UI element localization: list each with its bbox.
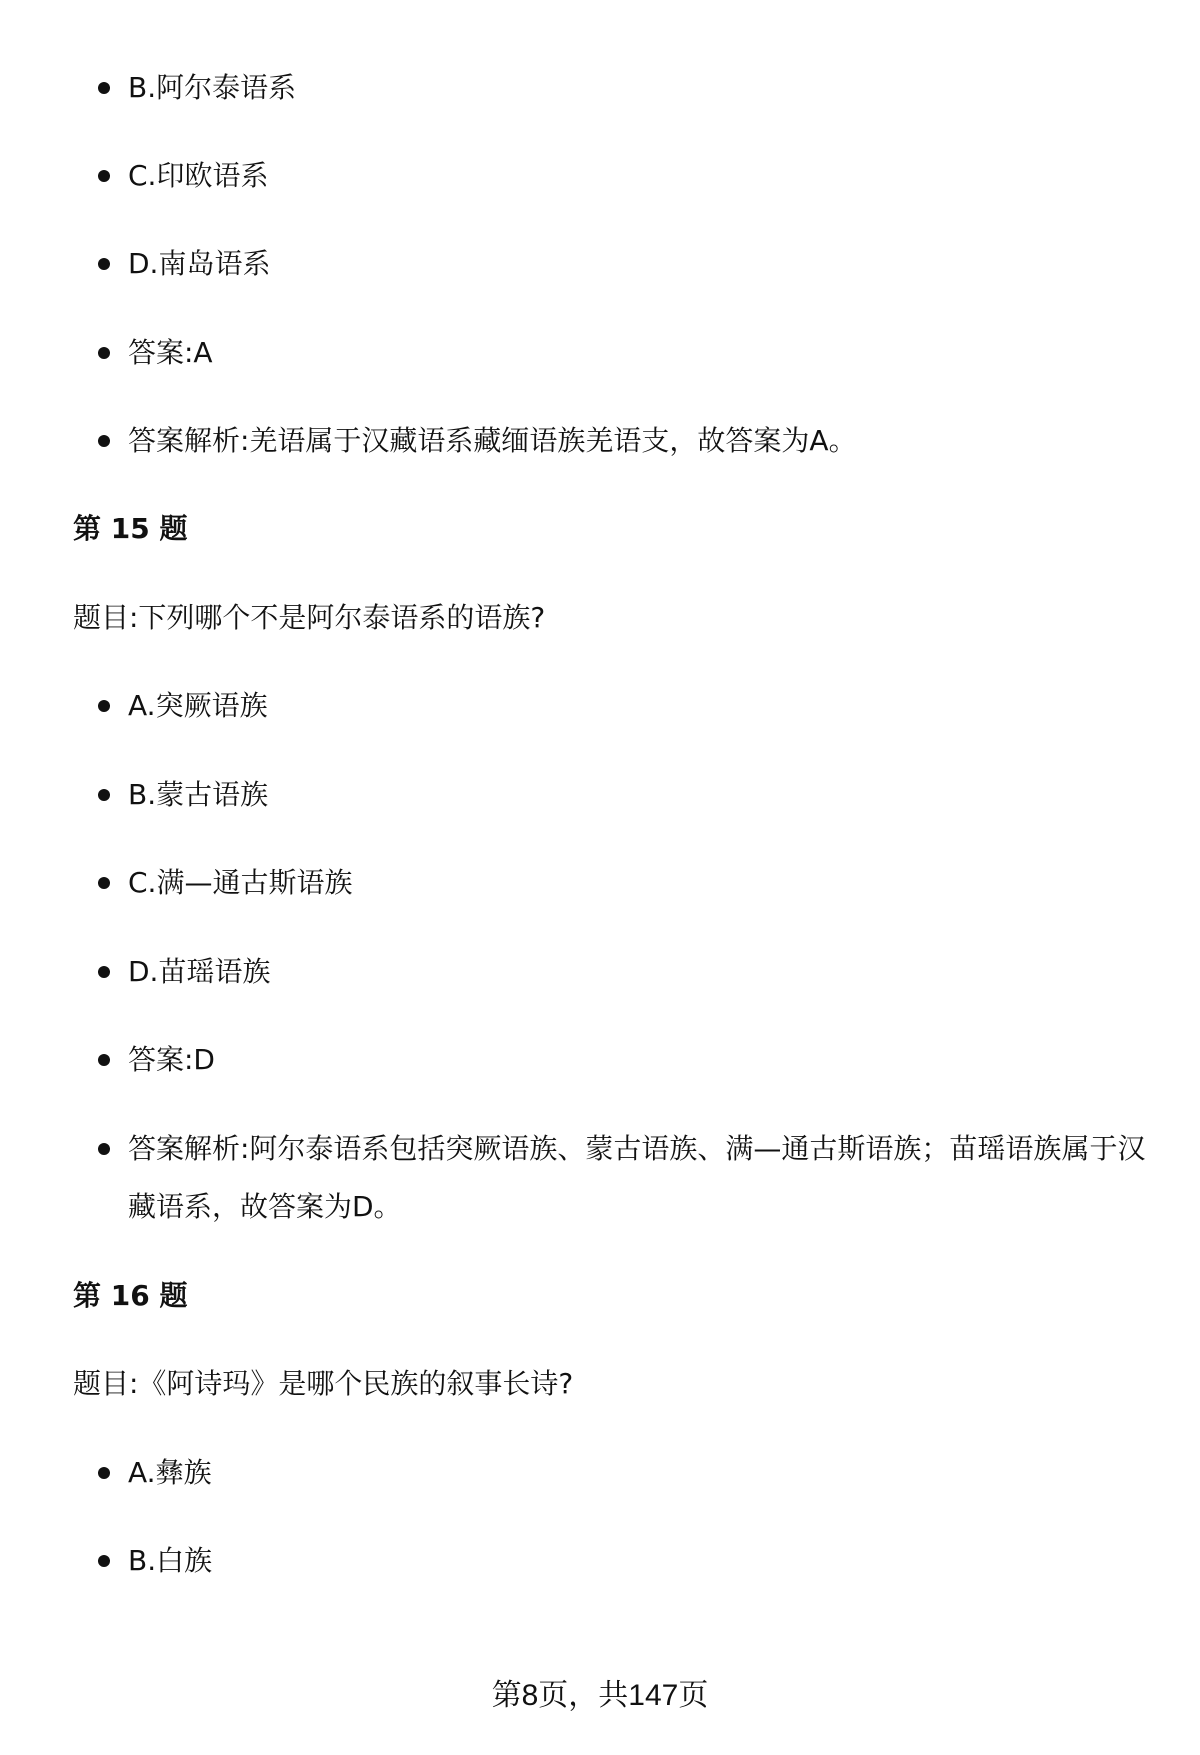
bullet-icon xyxy=(98,1143,110,1155)
option-text: A.突厥语族 xyxy=(128,689,268,722)
option-text: C.印欧语系 xyxy=(128,159,269,192)
bullet-icon xyxy=(98,170,110,182)
option-text: D.南岛语系 xyxy=(128,247,271,280)
bullet-icon xyxy=(98,82,110,94)
answer-text: 答案:D xyxy=(128,1043,215,1076)
option-text: C.满—通古斯语族 xyxy=(128,866,353,899)
bullet-icon xyxy=(98,1054,110,1066)
bullet-icon xyxy=(98,700,110,712)
bullet-icon xyxy=(98,1467,110,1479)
bullet-icon xyxy=(98,435,110,447)
bullet-icon xyxy=(98,966,110,978)
question-heading-16: 第 16 题 xyxy=(73,1279,188,1312)
explanation-text: 答案解析:阿尔泰语系包括突厥语族、蒙古语族、满—通古斯语族；苗瑶语族属于汉藏语系，故答案为D。 xyxy=(128,1132,1146,1223)
answer-text: 答案:A xyxy=(128,336,213,369)
bullet-icon xyxy=(98,258,110,270)
explanation-text: 答案解析:羌语属于汉藏语系藏缅语族羌语支，故答案为A。 xyxy=(128,424,857,457)
question-text-15: 题目:下列哪个不是阿尔泰语系的语族? xyxy=(73,601,546,634)
option-text: D.苗瑶语族 xyxy=(128,955,271,988)
question-text-16: 题目:《阿诗玛》是哪个民族的叙事长诗? xyxy=(73,1367,574,1400)
option-text: B.阿尔泰语系 xyxy=(128,71,297,104)
bullet-icon xyxy=(98,1555,110,1567)
bullet-icon xyxy=(98,789,110,801)
question-heading-15: 第 15 题 xyxy=(73,512,188,545)
page-number-footer: 第8页，共147页 xyxy=(491,1679,709,1712)
option-text: B.白族 xyxy=(128,1544,213,1577)
bullet-icon xyxy=(98,347,110,359)
option-text: B.蒙古语族 xyxy=(128,778,269,811)
option-text: A.彝族 xyxy=(128,1456,212,1489)
bullet-icon xyxy=(98,877,110,889)
